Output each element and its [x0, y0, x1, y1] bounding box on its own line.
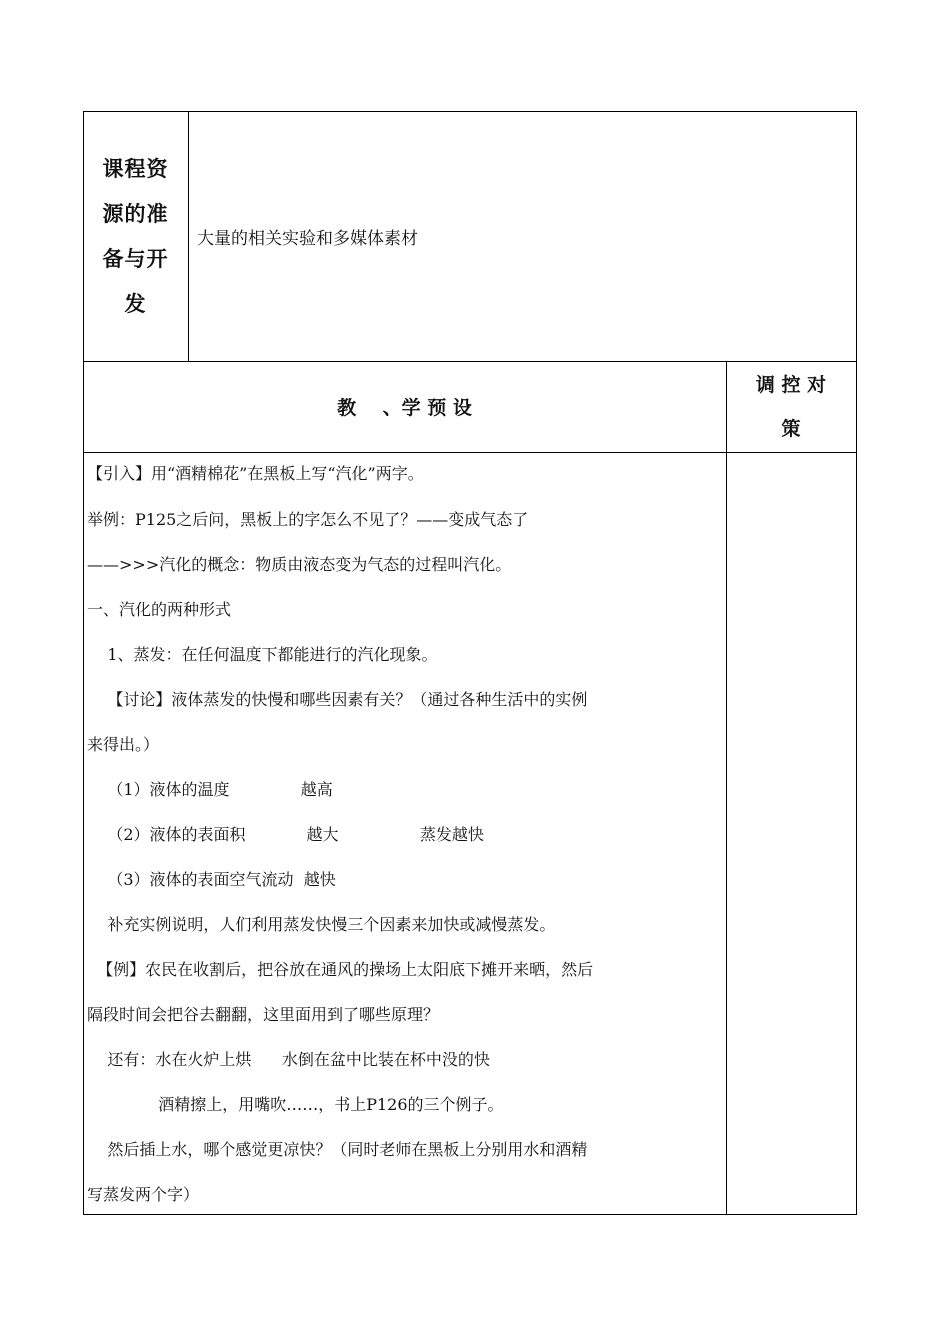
- body-line: ——>>>汽化的概念：物质由液态变为气态的过程叫汽化。: [87, 555, 512, 574]
- resource-label-line: 发: [124, 291, 147, 316]
- divider: [83, 452, 857, 453]
- resource-label-line: 备与开: [102, 246, 169, 271]
- control-header-line: 策: [781, 417, 801, 440]
- resource-content: 大量的相关实验和多媒体素材: [197, 229, 418, 249]
- body-line: 一、汽化的两种形式: [87, 600, 232, 619]
- body-line: （3）液体的表面空气流动 越快: [87, 870, 336, 889]
- body-line: 隔段时间会把谷去翻翻，这里面用到了哪些原理？: [87, 1005, 440, 1024]
- teaching-header: 教 、学 预 设: [337, 397, 472, 419]
- body-line: （2）液体的表面积 越大 蒸发越快: [87, 825, 484, 844]
- resource-label-line: 课程资: [102, 156, 169, 181]
- divider: [188, 111, 189, 361]
- body-line: 酒精擦上，用嘴吹……，书上P126的三个例子。: [87, 1095, 504, 1114]
- body-line: 【引入】用“酒精棉花”在黑板上写“汽化”两字。: [87, 464, 424, 483]
- divider: [726, 361, 727, 1214]
- body-line: 然后插上水，哪个感觉更凉快？（同时老师在黑板上分别用水和酒精: [87, 1140, 588, 1159]
- body-line: （1）液体的温度 越高: [87, 780, 333, 799]
- control-header-line: 调 控 对: [755, 373, 827, 396]
- body-line: 举例：P125之后问，黑板上的字怎么不见了？——变成气态了: [87, 510, 529, 529]
- body-line: 写蒸发两个字）: [87, 1185, 200, 1204]
- lesson-plan-table: [83, 111, 857, 1215]
- body-line: 补充实例说明，人们利用蒸发快慢三个因素来加快或减慢蒸发。: [87, 915, 556, 934]
- resource-label-line: 源的准: [102, 201, 169, 226]
- resource-label-cell: [83, 111, 188, 361]
- body-line: 来得出。）: [87, 735, 160, 754]
- body-line: 1、蒸发：在任何温度下都能进行的汽化现象。: [87, 645, 438, 664]
- control-header: [727, 361, 855, 452]
- body-line: 还有：水在火炉上烘 水倒在盆中比装在杯中没的快: [87, 1050, 490, 1069]
- body-line: 【讨论】液体蒸发的快慢和哪些因素有关？（通过各种生活中的实例: [87, 690, 588, 709]
- body-line: 【例】农民在收割后，把谷放在通风的操场上太阳底下摊开来晒，然后: [87, 960, 594, 979]
